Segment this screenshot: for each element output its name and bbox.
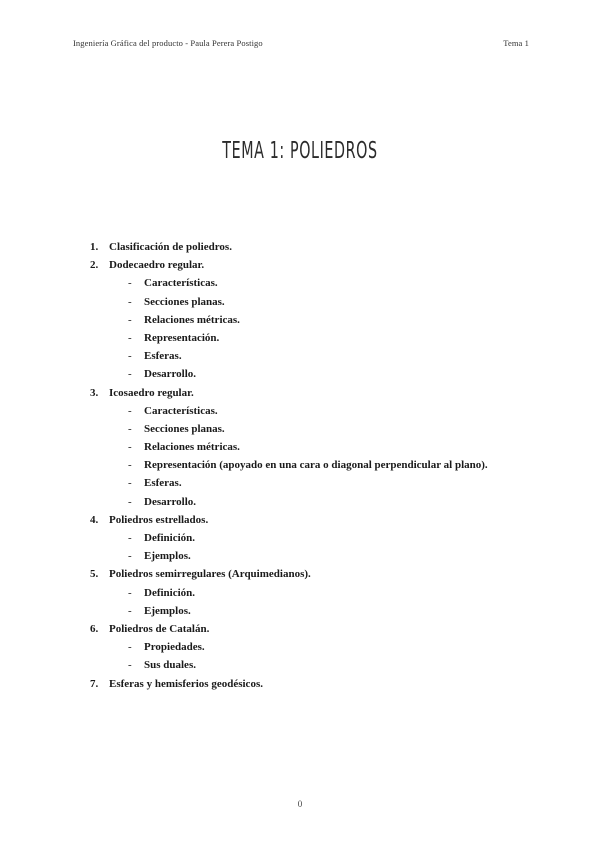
section-label: Dodecaedro regular. xyxy=(109,259,205,272)
subitem-label: Secciones planas. xyxy=(144,295,225,308)
bullet-dash: - xyxy=(128,477,132,490)
toc-subitem xyxy=(90,495,550,513)
bullet-dash: - xyxy=(128,313,132,326)
toc-subitem xyxy=(90,531,550,549)
toc-section xyxy=(90,240,550,258)
toc-subitem xyxy=(90,331,550,349)
subitem-label: Desarrollo. xyxy=(144,368,197,381)
toc-section xyxy=(90,258,550,276)
header-course-author: Ingeniería Gráfica del producto - Paula Perera Postigo xyxy=(73,38,263,48)
toc-section xyxy=(90,567,550,585)
toc-subitem xyxy=(90,476,550,494)
toc-subitem xyxy=(90,640,550,658)
toc-section xyxy=(90,622,550,640)
toc-subitem xyxy=(90,586,550,604)
toc-section xyxy=(90,677,550,695)
bullet-dash: - xyxy=(128,586,132,599)
toc-subitem xyxy=(90,276,550,294)
toc-subitem xyxy=(90,549,550,567)
section-number: 2. xyxy=(90,259,99,272)
bullet-dash: - xyxy=(128,422,132,435)
section-number: 7. xyxy=(90,677,99,690)
bullet-dash: - xyxy=(128,459,132,472)
bullet-dash: - xyxy=(128,277,132,290)
subitem-label: Características. xyxy=(144,404,218,417)
bullet-dash: - xyxy=(128,659,132,672)
bullet-dash: - xyxy=(128,495,132,508)
bullet-dash: - xyxy=(128,331,132,344)
toc-subitem xyxy=(90,404,550,422)
toc-subitem xyxy=(90,295,550,313)
subitem-label: Relaciones métricas. xyxy=(144,441,240,454)
table-of-contents xyxy=(90,240,550,695)
toc-subitem xyxy=(90,440,550,458)
section-number: 4. xyxy=(90,513,99,526)
subitem-label: Propiedades. xyxy=(144,641,205,654)
subitem-label: Ejemplos. xyxy=(144,550,191,563)
section-label: Poliedros estrellados. xyxy=(109,513,209,526)
subitem-label: Características. xyxy=(144,277,218,290)
subitem-label: Definición. xyxy=(144,532,196,544)
bullet-dash: - xyxy=(128,295,132,308)
subitem-label: Relaciones métricas. xyxy=(144,313,240,326)
toc-subitem xyxy=(90,458,550,476)
toc-subitem xyxy=(90,313,550,331)
subitem-label: Esferas. xyxy=(144,477,182,490)
subitem-label: Definición. xyxy=(144,586,196,599)
subitem-label: Representación (apoyado en una cara o diagonal perpendicular al plano). xyxy=(144,459,488,472)
section-number: 3. xyxy=(90,386,99,399)
subitem-label: Esferas. xyxy=(144,350,182,363)
section-label: Poliedros de Catalán. xyxy=(109,622,210,635)
subitem-label: Representación. xyxy=(144,331,220,344)
bullet-dash: - xyxy=(128,404,132,417)
subitem-label: Ejemplos. xyxy=(144,604,191,617)
page-title: TEMA 1: POLIEDROS xyxy=(222,138,378,164)
section-label: Clasificación de poliedros. xyxy=(109,241,232,253)
section-label: Poliedros semirregulares (Arquimedianos). xyxy=(109,568,311,581)
toc-subitem xyxy=(90,658,550,676)
bullet-dash: - xyxy=(128,350,132,363)
toc-section xyxy=(90,513,550,531)
subitem-label: Desarrollo. xyxy=(144,495,197,508)
subitem-label: Sus duales. xyxy=(144,659,196,672)
toc-subitem xyxy=(90,604,550,622)
bullet-dash: - xyxy=(128,604,132,617)
section-number: 6. xyxy=(90,622,99,635)
bullet-dash: - xyxy=(128,368,132,381)
bullet-dash: - xyxy=(128,641,132,654)
bullet-dash: - xyxy=(128,532,132,544)
section-number: 5. xyxy=(90,568,99,581)
bullet-dash: - xyxy=(128,441,132,454)
toc-subitem xyxy=(90,349,550,367)
toc-subitem xyxy=(90,367,550,385)
page-number: 0 xyxy=(297,799,303,809)
toc-subitem xyxy=(90,422,550,440)
section-label: Icosaedro regular. xyxy=(109,386,194,399)
section-number: 1. xyxy=(90,241,99,253)
subitem-label: Secciones planas. xyxy=(144,422,225,435)
toc-section xyxy=(90,386,550,404)
section-label: Esferas y hemisferios geodésicos. xyxy=(109,677,263,690)
bullet-dash: - xyxy=(128,550,132,563)
header-topic: Tema 1 xyxy=(503,38,529,48)
